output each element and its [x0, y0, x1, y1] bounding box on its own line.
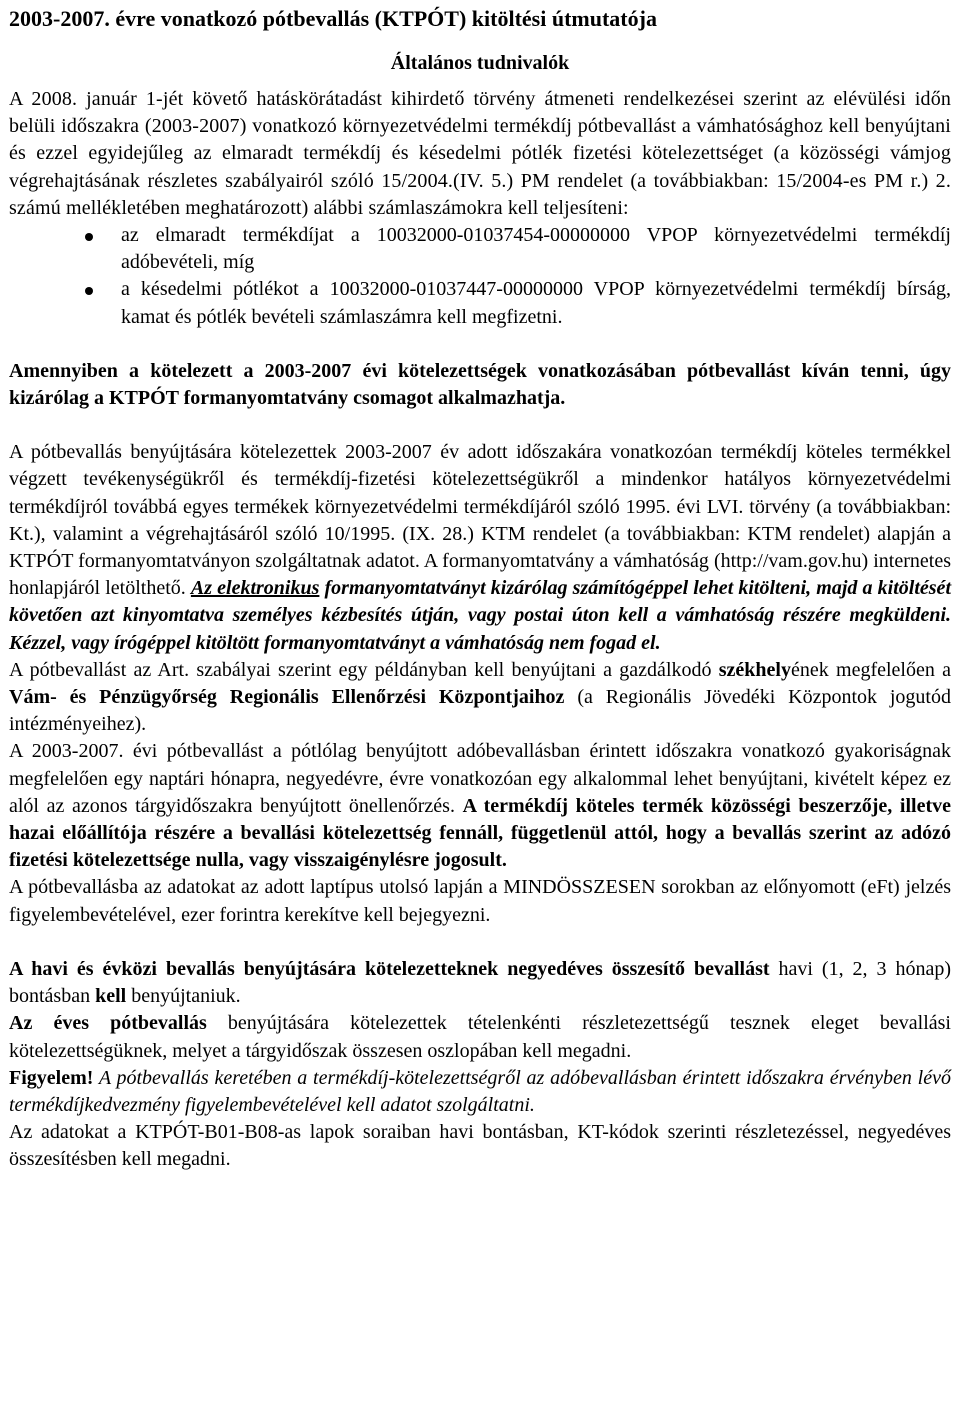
monthly-bold-1: A havi és évközi bevallás benyújtására kötelezetteknek negyedéves összesítő bevallást: [9, 957, 770, 980]
main-paragraph-emphasis: formanyomtatványt kizárólag számítógéppel lehet kitölteni, majd a kitöltését követően azt kinyomtatva személyes kézbesítés útján, vagy postai úton kell a vámhatóság részére megküldeni. Kézzel, vagy írógéppel kitöltött formanyomtatványt a vámhatóság nem fogad el.: [9, 577, 951, 654]
list-item-text: az elmaradt termékdíjat a 10032000-01037454-00000000 VPOP környezetvédelmi termékdíj adóbevételi, míg: [121, 224, 951, 274]
spacer: [9, 412, 951, 439]
submission-text-2: ének megfelelően a: [790, 658, 951, 681]
spacer: [9, 331, 951, 358]
annual-paragraph: [9, 1010, 951, 1064]
bullet-icon: [85, 287, 93, 295]
submission-paragraph: [9, 657, 951, 739]
totals-paragraph: A pótbevallásba az adatokat az adott laptípus utolsó lapján a MINDÖSSZESEN sorokban az előnyomott (eFt) jelzés figyelembevételével, ezer forintra kerekítve kell bejegyezni.: [9, 876, 951, 926]
annual-bold: Az éves pótbevallás: [9, 1012, 207, 1035]
monthly-text-2: benyújtaniuk.: [126, 985, 241, 1008]
account-list: [9, 222, 951, 331]
monthly-paragraph: [9, 956, 951, 1010]
bold-notice: [9, 358, 951, 412]
attention-paragraph: [9, 1065, 951, 1119]
bold-notice-text: Amennyiben a kötelezett a 2003-2007 évi kötelezettségek vonatkozásában pótbevallást kíván tenni, úgy kizárólag a KTPÓT formanyomtatvány csomagot alkalmazhatja.: [9, 359, 951, 410]
attention-label: Figyelem!: [9, 1066, 94, 1089]
period-bold: A termékdíj köteles termék közösségi beszerzője, illetve hazai előállítója részére a bevallási kötelezettség fennáll, függetlenül attól, hogy a bevallás szerint az adózó fizetési kötelezettsége nulla, vagy visszaigénylésre jogosult.: [9, 794, 951, 872]
submission-text-1: A pótbevallást az Art. szabályai szerint egy példányban kell benyújtani a gazdálkodó: [9, 658, 719, 681]
document-title: 2003-2007. évre vonatkozó pótbevallás (KTPÓT) kitöltési útmutatója: [9, 6, 657, 31]
attention-text: A pótbevallás keretében a termékdíj-kötelezettségről az adóbevallásban érintett időszakra érvényben lévő termékdíjkedvezmény figyelembevételével kell adatot szolgáltatni.: [9, 1066, 951, 1116]
list-item-text: a késedelmi pótlékot a 10032000-01037447-00000000 VPOP környezetvédelmi termékdíj bírság, kamat és pótlék bevételi számlaszámra kell megfizetni.: [121, 278, 951, 328]
spacer: [9, 929, 951, 956]
list-item: [9, 276, 951, 330]
intro-paragraph: A 2008. január 1-jét követő hatáskörátadást kihirdető törvény átmeneti rendelkezései szerint az elévülési időn belüli időszakra (2003-2007) vonatkozó környezetvédelmi termékdíj pótbevallást a vámhatósághoz kell benyújtani és ezzel egyidejűleg az elmaradt termékdíj és késedelmi pótlék fizetési kötelezettséget (a közösségi vámjog végrehajtásának részletes szabályairól szóló 15/2004.(IV. 5.) PM rendelet (a továbbiakban: 15/2004-es PM r.) 2. számú mellékletében meghatározott) alábbi számlaszámokra kell teljesíteni:: [9, 88, 951, 219]
main-paragraph: [9, 439, 951, 657]
main-paragraph-text: A pótbevallás benyújtására kötelezettek 2003-2007 év adott időszakára vonatkozóan termékdíj köteles termékkel végzett tevékenységükről és termékdíj-fizetési kötelezettségükről a mindenkor hatályos környezetvédelmi termékdíjról továbbá egyes termékek környezetvédelmi termékdíjáról szóló 1995. évi LVI. törvény (a továbbiakban: Kt.), valamint a végrehajtásáról szóló 10/1995. (IX. 28.) KTM rendelet (a továbbiakban: KTM rendelet) alapján a KTPÓT formanyomtatványon szolgáltatnak adatot. A formanyomtatvány a vámhatóság (http://vam.gov.hu) internetes honlapjáról letölthető.: [9, 441, 951, 600]
period-text: A 2003-2007. évi pótbevallást a pótlólag benyújtott adóbevallásban érintett időszakra vonatkozó gyakoriságnak megfelelően egy naptári hónapra, negyedévre, évre vonatkozóan egy alkalommal lehet benyújtani, kivételt képez ez alól az azonos tárgyidőszakra benyújtott önellenőrzés.: [9, 740, 951, 817]
list-item: [9, 222, 951, 276]
section-heading: Általános tudnivalók: [390, 52, 570, 74]
submission-text-3: (a Regionális Jövedéki Központok jogutód intézményeihez).: [9, 686, 951, 736]
submission-bold-2: Vám- és Pénzügyőrség Regionális Ellenőrzési Központjaihoz: [9, 686, 565, 709]
monthly-text-1: havi (1, 2, 3 hónap) bontásban: [9, 957, 951, 1008]
bullet-icon: [85, 233, 93, 241]
submission-bold-1: székhely: [718, 658, 791, 681]
monthly-bold-2: kell: [95, 985, 127, 1008]
final-paragraph: Az adatokat a KTPÓT-B01-B08-as lapok soraiban havi bontásban, KT-kódok szerinti részletezéssel, negyedéves összesítésben kell megadni.: [9, 1121, 951, 1171]
main-paragraph-emphasis-underlined: Az elektronikus: [190, 577, 320, 600]
period-paragraph: [9, 738, 951, 874]
annual-text: benyújtására kötelezettek tételenkénti részletezettségű tesznek eleget bevallási kötelezettségüknek, melyet a tárgyidőszak összesen oszlopában kell megadni.: [9, 1012, 951, 1062]
